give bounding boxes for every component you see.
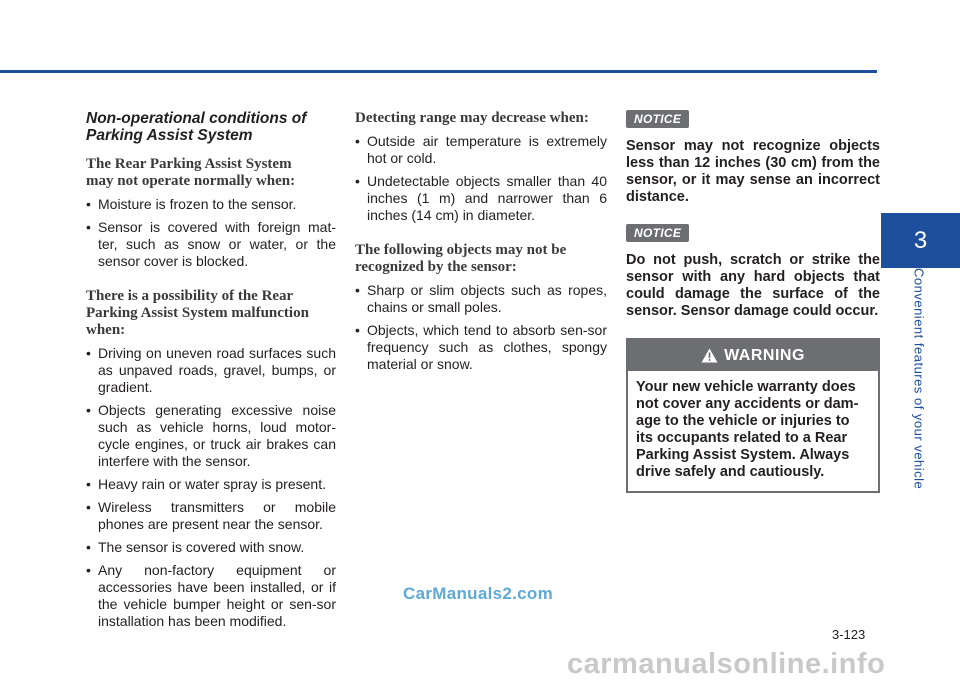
list-item: • Any non-factory equipment or accessories have been installed, or if the vehicle bumper height or sen-sor installation has been modified. (86, 562, 336, 629)
warning-box (626, 338, 880, 493)
list-item: • Sensor is covered with foreign mat-ter, such as snow or water, or the sensor cover is blocked. (86, 219, 336, 269)
page-number: 3-123 (832, 627, 866, 642)
list-item: • Moisture is frozen to the sensor. (86, 196, 297, 212)
notice-text: Do not push, scratch or strike the sensor with any hard objects that could damage the surface of the sensor. Sensor damage could occur. (626, 252, 880, 319)
list-item: • Wireless transmitters or mobile phones are present near the sensor. (86, 499, 336, 532)
warning-text: Your new vehicle warranty does not cover any accidents or dam-age to the vehicle or injuries to its occupants related to a Rear Parking Assist System. Always drive safely and cautiously. (636, 379, 859, 480)
bullet-list (355, 282, 607, 373)
header-rule (0, 70, 877, 73)
subheading-detecting-range: Detecting range may decrease when: (355, 110, 589, 126)
notice-badge: NOTICE (626, 110, 689, 128)
notice-badge: NOTICE (626, 224, 689, 242)
list-item: • Objects generating excessive noise such as vehicle horns, loud motor-cycle engines, or truck air brakes can interfere with the sensor. (86, 402, 336, 469)
warning-header (628, 340, 878, 371)
watermark-bottom[interactable]: carmanualsonline.info (567, 648, 886, 680)
subheading-not-operate: The Rear Parking Assist System may not operate normally when: (86, 156, 296, 189)
warning-label: WARNING (724, 346, 805, 364)
section-title: Non-operational conditions of Parking Assist System (86, 110, 307, 144)
bullet-list (355, 133, 607, 224)
list-item: • Heavy rain or water spray is present. (86, 476, 326, 492)
subheading-objects: The following objects may not be recognized by the sensor: (355, 242, 567, 275)
warning-triangle-icon (701, 348, 718, 363)
column-right (626, 110, 880, 493)
column-left (86, 110, 336, 636)
subheading-malfunction: There is a possibility of the Rear Parking Assist System malfunction when: (86, 288, 309, 338)
list-item: • Objects, which tend to absorb sen-sor frequency such as clothes, spongy material or snow. (355, 322, 607, 372)
bullet-list (86, 196, 336, 270)
chapter-title: Convenient features of your vehicle (911, 268, 927, 490)
notice-text: Sensor may not recognize objects less than 12 inches (30 cm) from the sensor, or it may sense an incorrect distance. (626, 138, 880, 205)
list-item: • Undetectable objects smaller than 40 inches (1 m) and narrower than 6 inches (14 cm) in diameter. (355, 173, 607, 223)
column-middle (355, 110, 607, 379)
bullet-list (86, 345, 336, 630)
chapter-number-tab: 3 (881, 213, 960, 268)
list-item: • The sensor is covered with snow. (86, 539, 305, 555)
list-item: • Driving on uneven road surfaces such as unpaved roads, gravel, bumps, or gradient. (86, 345, 336, 395)
list-item: • Sharp or slim objects such as ropes, chains or small poles. (355, 282, 607, 315)
watermark-top[interactable]: CarManuals2.com (403, 584, 553, 603)
list-item: • Outside air temperature is extremely hot or cold. (355, 133, 607, 166)
